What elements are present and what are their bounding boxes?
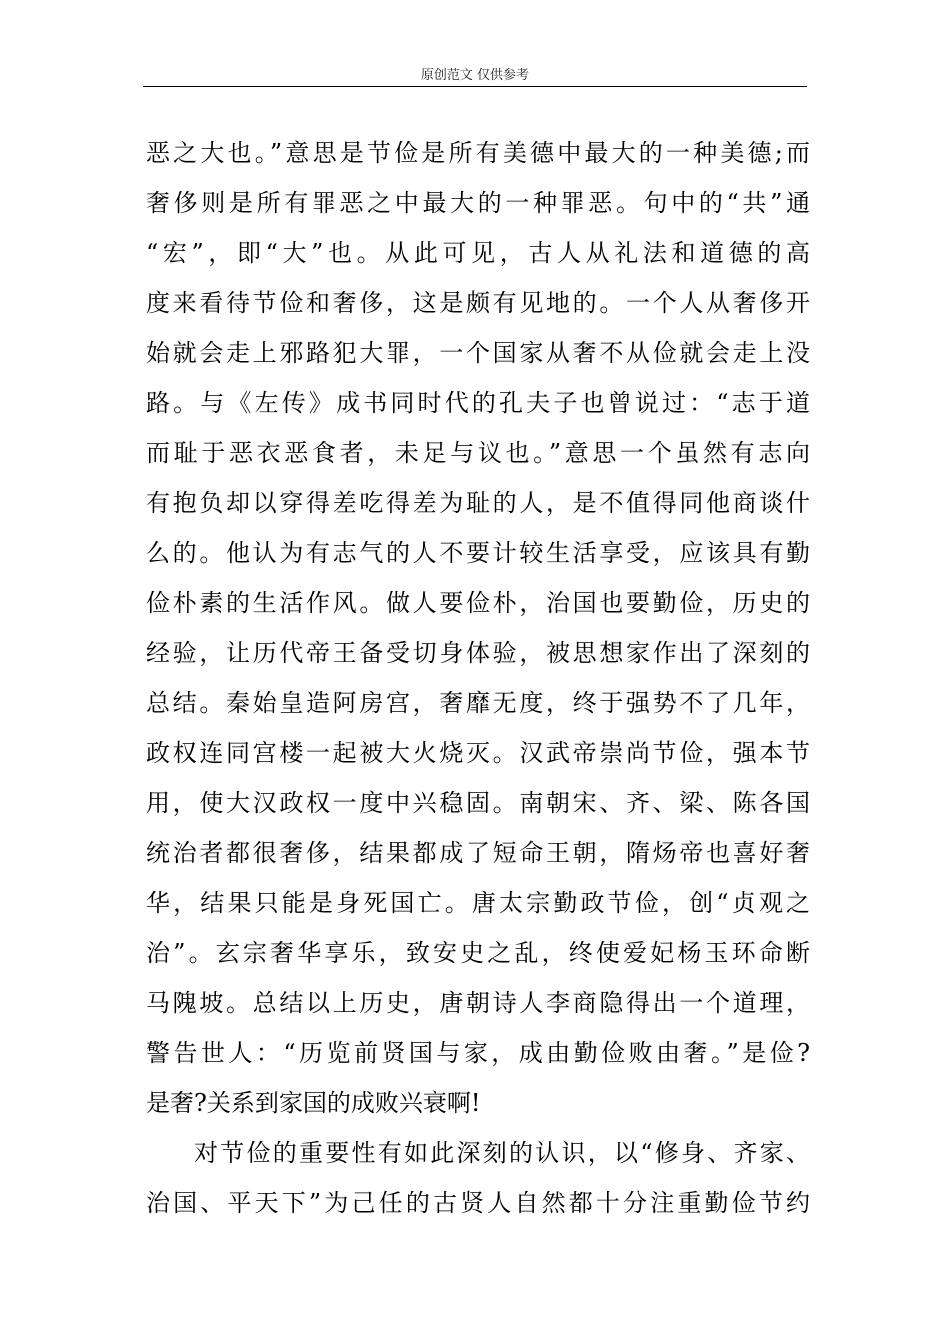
page-header: 原创范文 仅供参考 <box>420 68 530 83</box>
text-line: 统治者都很奢侈，结果都成了短命王朝，隋炀帝也喜好奢 <box>146 839 810 867</box>
text-line: 路。与《左传》成书同时代的孔夫子也曾说过：“志于道 <box>146 389 810 417</box>
text-line: 恶之大也。”意思是节俭是所有美德中最大的一种美德;而 <box>146 139 810 167</box>
text-line: 总结。秦始皇造阿房宫，奢靡无度，终于强势不了几年， <box>146 689 810 717</box>
text-line: 始就会走上邪路犯大罪，一个国家从奢不从俭就会走上没 <box>146 339 810 367</box>
text-line: “宏”，即“大”也。从此可见，古人从礼法和道德的高 <box>146 239 810 267</box>
text-line: 治国、平天下”为己任的古贤人自然都十分注重勤俭节约 <box>146 1189 810 1217</box>
text-line: 有抱负却以穿得差吃得差为耻的人，是不值得同他商谈什 <box>146 489 810 517</box>
text-line: 马隗坡。总结以上历史，唐朝诗人李商隐得出一个道理， <box>146 989 810 1017</box>
text-line-indented: 对节俭的重要性有如此深刻的认识，以“修身、齐家、 <box>194 1139 810 1167</box>
text-line: 么的。他认为有志气的人不要计较生活享受，应该具有勤 <box>146 539 810 567</box>
body-text <box>146 128 810 1228</box>
text-line: 度来看待节俭和奢侈，这是颇有见地的。一个人从奢侈开 <box>146 289 810 317</box>
text-line: 用，使大汉政权一度中兴稳固。南朝宋、齐、梁、陈各国 <box>146 789 810 817</box>
text-line: 俭朴素的生活作风。做人要俭朴，治国也要勤俭，历史的 <box>146 589 810 617</box>
text-line: 治”。玄宗奢华享乐，致安史之乱，终使爱妃杨玉环命断 <box>146 939 810 967</box>
text-line: 而耻于恶衣恶食者，未足与议也。”意思一个虽然有志向 <box>146 439 810 467</box>
header-rule <box>143 86 807 87</box>
text-line: 奢侈则是所有罪恶之中最大的一种罪恶。句中的“共”通 <box>146 189 810 217</box>
text-line: 华，结果只能是身死国亡。唐太宗勤政节俭，创“贞观之 <box>146 889 810 917</box>
text-line: 政权连同宫楼一起被大火烧灭。汉武帝崇尚节俭，强本节 <box>146 739 810 767</box>
text-line: 经验，让历代帝王备受切身体验，被思想家作出了深刻的 <box>146 639 810 667</box>
text-line: 是奢?关系到家国的成败兴衰啊! <box>146 1089 481 1117</box>
text-line: 警告世人：“历览前贤国与家，成由勤俭败由奢。”是俭? <box>146 1039 810 1067</box>
